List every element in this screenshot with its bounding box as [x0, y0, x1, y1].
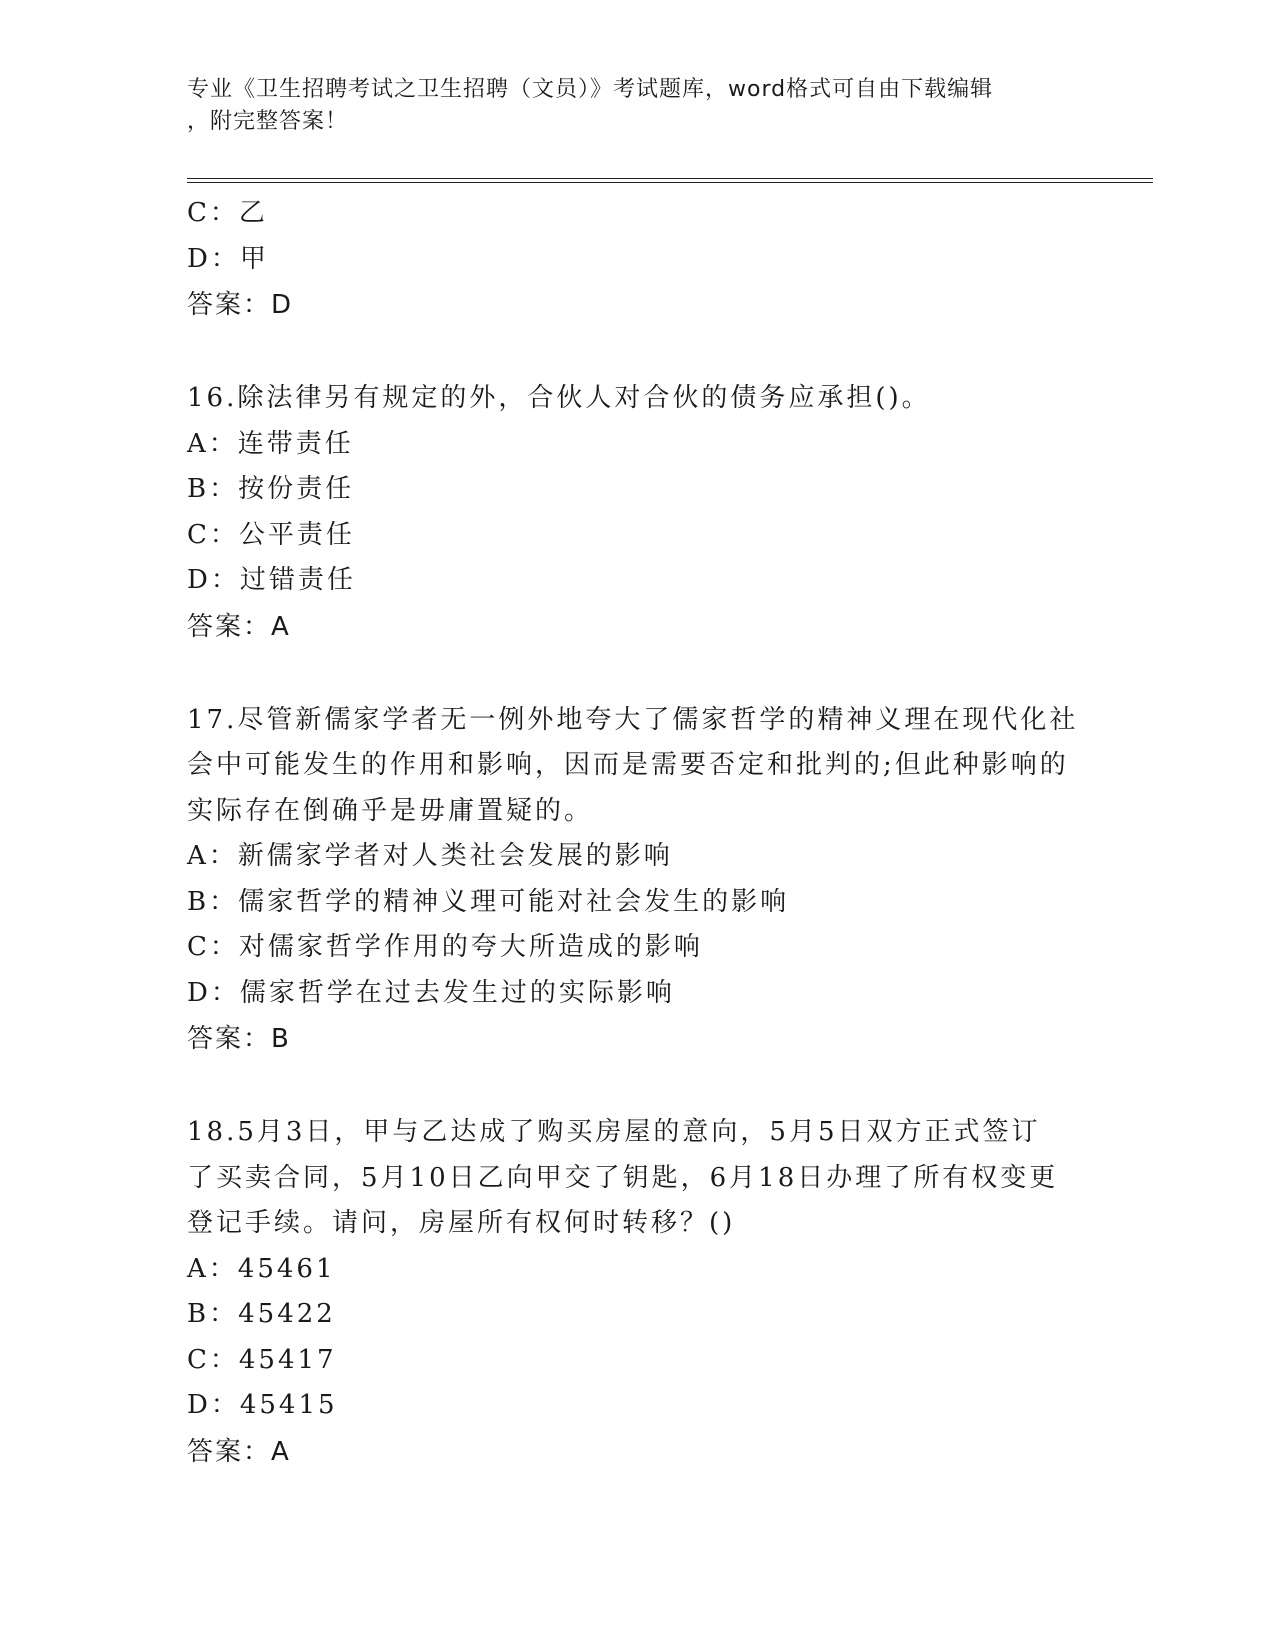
question-text: 会中可能发生的作用和影响，因而是需要否定和批判的;但此种影响的 [187, 750, 1069, 780]
question-text: 了买卖合同，5月10日乙向甲交了钥匙，6月18日办理了所有权变更 [187, 1162, 1059, 1193]
option-a: A：新儒家学者对人类社会发展的影响 [187, 841, 673, 871]
question-text: 登记手续。请问，房屋所有权何时转移？() [187, 1208, 736, 1238]
option-c: C：乙 [187, 198, 268, 228]
spacer [187, 328, 1087, 376]
question-17 [187, 698, 1087, 1063]
header-rule-bottom [187, 182, 1153, 183]
spacer [187, 650, 1087, 698]
option-d: D：儒家哲学在过去发生过的实际影响 [187, 977, 675, 1008]
option-b: B：45422 [187, 1299, 336, 1329]
answer-line: 答案：A [187, 1436, 291, 1467]
question-text: 18.5月3日，甲与乙达成了购买房屋的意向，5月5日双方正式签订 [187, 1117, 1041, 1147]
header-rule-top [187, 178, 1153, 179]
question-text: 实际存在倒确乎是毋庸置疑的。 [187, 795, 594, 826]
option-c: C：45417 [187, 1344, 337, 1375]
answer-line: 答案：B [187, 1024, 291, 1054]
option-a: A：45461 [187, 1253, 336, 1284]
partial-question-15 [187, 191, 1087, 328]
option-c: C：对儒家哲学作用的夸大所造成的影响 [187, 932, 703, 962]
option-d: D：45415 [187, 1390, 338, 1420]
document-header [187, 74, 1067, 138]
question-18 [187, 1110, 1087, 1475]
question-text: 17.尽管新儒家学者无一例外地夸大了儒家哲学的精神义理在现代化社 [187, 704, 1079, 735]
option-a: A：连带责任 [187, 428, 354, 459]
option-c: C：公平责任 [187, 519, 355, 550]
option-d: D：过错责任 [187, 565, 356, 595]
option-b: B：按份责任 [187, 474, 355, 504]
answer-line: 答案：D [187, 290, 294, 320]
header-line-2: ，附完整答案！ [187, 109, 349, 134]
question-list [187, 191, 1087, 1475]
option-b: B：儒家哲学的精神义理可能对社会发生的影响 [187, 886, 790, 917]
spacer [187, 1062, 1087, 1110]
question-16 [187, 376, 1087, 650]
question-text: 16.除法律另有规定的外，合伙人对合伙的债务应承担()。 [187, 383, 931, 413]
option-d: D：甲 [187, 243, 269, 274]
answer-line: 答案：A [187, 611, 291, 642]
header-line-1: 专业《卫生招聘考试之卫生招聘（文员）》考试题库，word格式可自由下载编辑 [187, 77, 994, 102]
